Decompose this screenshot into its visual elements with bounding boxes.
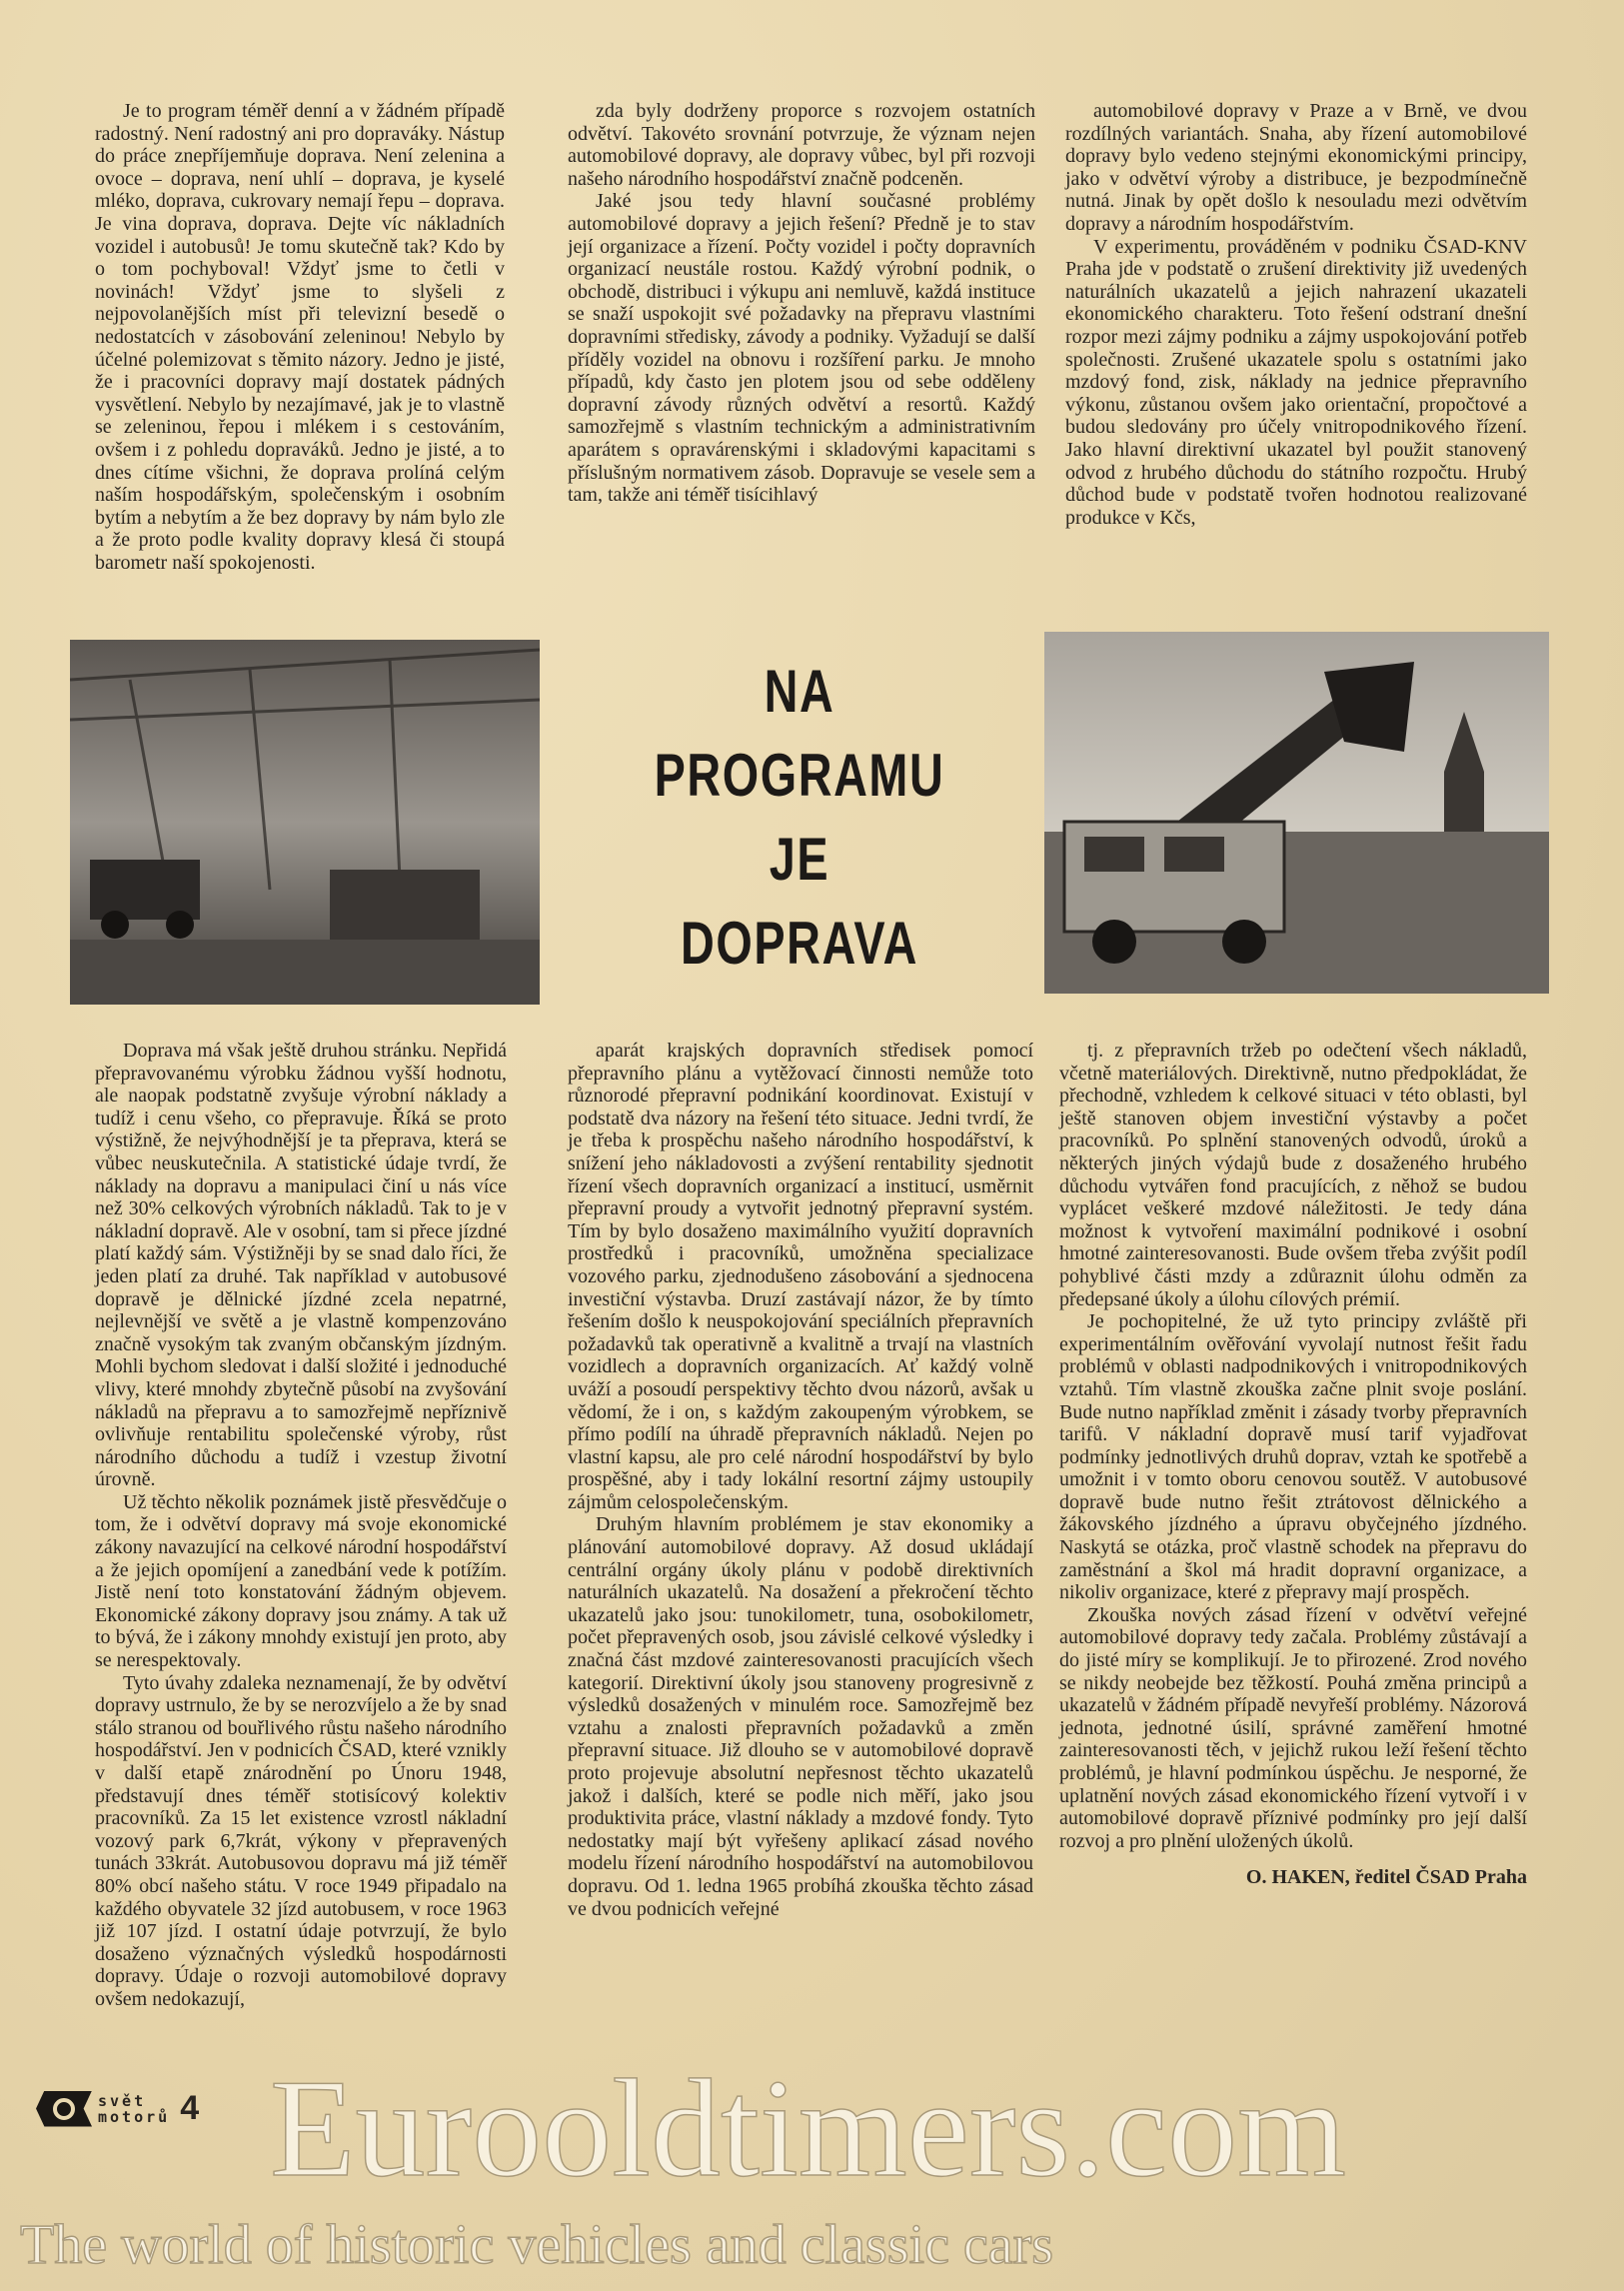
title-line: PROGRAMU bbox=[654, 742, 945, 809]
magazine-name-line2: motorů bbox=[98, 2107, 171, 2126]
bottom-column-2 bbox=[568, 1040, 1033, 1920]
paragraph: tj. z přepravních tržeb po odečtení všech nákladů, včetně materiálových. Direktivně, nutno předpokládat, že přechodně, vzhledem k celkové situaci v této oblasti, byl ještě stanoven objem investiční výstavby a počet pracovníků. Po splnění stanovených odvodů, úroků a některých jiných výdajů bude z dosaženého hrubého důchodu vytvářen fond pracujících, z něhož se budou vyplácet veškeré mzdové náležitosti. Je tedy dána možnost k vytvoření maximální podnikové i osobní hmotné zainteresovanosti. Bude ovšem třeba zvýšit podíl pohyblivé části mzdy a zdůraznit úlohu odměn za předepsané úkoly a úlohu cílových prémií. bbox=[1059, 1040, 1527, 1310]
paragraph: aparát krajských dopravních středisek pomocí přepravního plánu a vytěžovací činnosti nemůže toto různorodé přepravní podnikání koordinovat. Existují v podstatě dva názory na řešení této situace. Jedni tvrdí, že je třeba k prospěchu našeho národního hospodářství, k snížení jeho nákladovosti a zvýšení rentability sjednotit řízení všech dopravních organizací a institucí, usměrnit přepravní proudy a vytvořit jednotný přepravní systém. Tím by bylo dosaženo maximálního využití dopravních prostředků i pracovníků, umožněna specializace vozového parku, zjednodušeno zásobování a sjednocena investiční výstavba. Druzí zastávají názor, že by tímto řešením došlo k neuspokojování speciálních přepravních požadavků tak operativně a kvalitně a trvají na vlastních vozidlech a dopravních organizacích. Ať každý volně uváží a posoudí perspektivy těchto dvou názorů, avšak u vědomí, že i on, s každým zakoupeným výrobkem, se přímo podílí na úhradě přepravních nákladů. Nejen po vlastní kapsu, ale pro celé národní hospodářství by bylo prospěšné, aby i tady lokální resortní zájmy ustoupily zájmům celospolečenským. bbox=[568, 1040, 1033, 1513]
magazine-footer bbox=[36, 2089, 199, 2128]
title-line: NA bbox=[764, 658, 835, 725]
photo-freight-terminal bbox=[70, 640, 540, 1005]
paragraph: Druhým hlavním problémem je stav ekonomiky a plánování automobilové dopravy. Až dosud ukládají centrální orgány úkoly plánu v podobě direktivních naturálních ukazatelů. Na dosažení a překročení těchto ukazatelů jako jsou: tunokilometr, tuna, osobokilometr, počet přepravených osob, jsou závislé celkové výsledky i značná část mzdové zainteresovanosti pracujících všech kategorií. Direktivní úkoly jsou stanoveny progresivně z výsledků dosažených v minulém roce. Samozřejmě bez vztahu a znalosti přepravních požadavků a změn přepravní situace. Již dlouho se v automobilové dopravě proto projevuje absolutní nepřesnost těchto ukazatelů jakož i dalších, které se podle nich měří, jako jsou produktivita práce, vlastní náklady a mzdové fondy. Tyto nedostatky mají být vyřešeny aplikací zásad nového modelu řízení národního hospodářství na automobilovou dopravu. Od 1. ledna 1965 probíhá zkouška těchto zásad ve dvou podnicích veřejné bbox=[568, 1513, 1033, 1920]
paragraph: Už těchto několik poznámek jistě přesvědčuje o tom, že i odvětví dopravy má svoje ekonomické zákony navazující na celkové národní hospodářství a že jejich opomíjení a zanedbání vede k potížím. Jistě není toto konstatování žádným objevem. Ekonomické zákony dopravy jsou známy. A tak už to bývá, že i zákony mnohdy existují jen proto, aby se nerespektovaly. bbox=[95, 1490, 507, 1672]
title-line: DOPRAVA bbox=[681, 910, 918, 977]
paragraph: V experimentu, prováděném v podniku ČSAD-KNV Praha jde v podstatě o zrušení direktivity již uvedených naturálních ukazatelů a jejich nahrazení ukazateli ekonomického charakteru. Toto řešení odstraní dnešní rozpor mezi zájmy podniku a zájmy uspokojování potřeb společnosti. Zrušené ukazatele spolu s ostatními jako mzdový fond, zisk, náklady na jednice přepravního výkonu, zůstanou ovšem jako orientační, propočtové a budou sledovány pro účely vnitropodnikového řízení. Jako hlavní direktivní ukazatel byl použit stanovený odvod z hrubého důchodu do státního rozpočtu. Hrubý důchod bude v podstatě tvořen hodnotou realizované produkce v Kčs, bbox=[1065, 235, 1527, 529]
paragraph: zda byly dodrženy proporce s rozvojem ostatních odvětví. Takovéto srovnání potvrzuje, že význam nejen automobilové dopravy, ale dopravy vůbec, byl při rozvoji našeho národního hospodářství značně podceněn. bbox=[568, 100, 1035, 190]
paragraph: Tyto úvahy zdaleka neznamenají, že by odvětví dopravy ustrnulo, že by se nerozvíjelo a že by snad stálo stranou od bouřlivého růstu našeho národního hospodářství. Jen v podnicích ČSAD, které vznikly v další etapě znárodnění po Únoru 1948, představují dnes téměř stotisícový kolektiv pracovníků. Za 15 let existence vzrostl nákladní vozový park 6,7krát, výkony v přepravených tunách 33krát. Autobusovou dopravu má již téměř 80% obcí našeho státu. V roce 1949 připadalo na každého obyvatele 32 jízd autobusem, v roce 1963 již 107 jízd. I ostatní údaje potvrzují, že bylo dosaženo význačných výsledků hospodárnosti dopravy. Údaje o rozvoji automobilové dopravy ovšem nedokazují, bbox=[95, 1671, 507, 2010]
photo-excavator-loading-truck bbox=[1044, 632, 1549, 994]
watermark-tagline: The world of historic vehicles and classic cars bbox=[20, 2214, 1054, 2276]
paragraph: Je to program téměř denní a v žádném případě radostný. Není radostný ani pro dopraváky. Nástup do práce znepříjemňuje doprava. Není zelenina a ovoce – doprava, není uhlí – doprava, je kyselé mléko, doprava, cukrovary nemají řepu – doprava. Je vina doprava, doprava. Dejte víc nákladních vozidel i autobusů! Je tomu skutečně tak? Kdo by o tom pochyboval! Vždyť jsme to četli v novinách! Vždyť jsme to slyšeli z nejpovolanějších míst při televizní besedě o nedostatcích v zásobování zeleninou! Nebylo by účelné polemizovat s těmito názory. Jedno je jisté, že i pracovníci dopravy mají dostatek pádných vysvětlení. Nebylo by nezajímavé, jak je to vlastně se zeleninou, řepou i mlékem i s cestováním, ovšem i z pohledu dopraváků. Jedno je jisté, a to dnes cítíme všichni, že doprava prolíná celým naším hospodářským, společenským i osobním bytím a nebytím a že bez dopravy by nám bylo zle a že proto podle kvality dopravy klesá či stoupá barometr naší spokojenosti. bbox=[95, 100, 505, 574]
title-line: JE bbox=[769, 826, 830, 893]
top-column-2 bbox=[568, 100, 1035, 507]
paragraph: automobilové dopravy v Praze a v Brně, ve dvou rozdílných variantách. Snaha, aby řízení automobilové dopravy bylo vedeno stejnými ekonomickými principy, jako v odvětví výroby a distribuce, je bezpodmínečně nutná. Jinak by opět došlo k nesouladu mezi odvětvím dopravy a národním hospodářstvím. bbox=[1065, 100, 1527, 235]
top-column-3 bbox=[1065, 100, 1527, 529]
author-signature: O. HAKEN, ředitel ČSAD Praha bbox=[1245, 1866, 1527, 1889]
watermark-brand: Eurooldtimers.com bbox=[270, 2051, 1347, 2206]
svet-motoru-logo-icon bbox=[36, 2091, 92, 2127]
paragraph: Doprava má však ještě druhou stránku. Nepřidá přepravovanému výrobku žádnou vyšší hodnotu, ale naopak podstatně zvyšuje výrobní náklady a tudíž i cenu všeho, co přepravuje. Říká se proto výstižně, že nejvýhodnější je ta přeprava, která se vůbec neuskutečnila. A statistické údaje tvrdí, že náklady na dopravu a manipulaci činí u nás více než 30% celkových výrobních nákladů. Tak to je v nákladní dopravě. Ale v osobní, tam si přece jízdné platí každý sám. Výstižněji by se snad dalo říci, že jeden platí za druhé. Tak například v autobusové dopravě je dělnické jízdné zcela nepatrné, nejlevnější ve světě a je vlastně kompenzováno značně vysokým tak zvaným občanským jízdným. Mohli bychom sledovat i další složité i jednoduché vlivy, které mnohdy zbytečně působí na zvyšování nákladů na přepravu a to samozřejmě nepříznivě ovlivňuje rentabilitu společenské výroby, růst národního důchodu a tudíž i vzestup životní úrovně. bbox=[95, 1040, 507, 1491]
bottom-column-1 bbox=[95, 1040, 507, 2011]
magazine-name bbox=[98, 2093, 170, 2125]
magazine-name-line1: svět bbox=[98, 2091, 147, 2110]
top-column-1 bbox=[95, 100, 505, 574]
paragraph: Zkouška nových zásad řízení v odvětví veřejné automobilové dopravy tedy začala. Problémy zůstávají a do jisté míry se komplikují. Je to přirozené. Zrod nového se nikdy neobejde bez těžkostí. Pouhá změna principů a ukazatelů v žádném případě nevyřeší problémy. Názorová jednota, jednotné úsilí, správné zaměření hmotné zainteresovanosti těch, v jejichž rukou leží řešení těchto problémů, je hlavní podmínkou úspěchu. Je nesporné, že uplatnění nových zásad ekonomického řízení vytvoří i v automobilové dopravě příznivé podmínky pro její další rozvoj a pro plnění uložených úkolů. bbox=[1059, 1603, 1527, 1852]
page-number: 4 bbox=[180, 2089, 200, 2127]
article-title bbox=[613, 650, 986, 986]
paragraph: Jaké jsou tedy hlavní současné problémy automobilové dopravy a jejich řešení? Předně je to stav její organizace a řízení. Počty vozidel i počty dopravních organizací neustále rostou. Každý výrobní podnik, o obchodě, distribuci i výkupu ani nemluvě, každá instituce se snaží uspokojit své požadavky na přepravu vlastními dopravními středisky, závody a podniky. Vyžadují se další příděly vozidel na obnovu i rozšíření parku. Je mnoho případů, kdy často jen plotem jsou od sebe odděleny dopravní závody různých odvětví a resortů. Každý samozřejmě s vlastním technickým a administrativním aparátem s opravárenskými i skladovými kapacitami s příslušným normativem zásob. Dopravuje se vesele sem a tam, takže ani téměř tisícihlavý bbox=[568, 190, 1035, 507]
paragraph: Je pochopitelné, že už tyto principy zvláště při experimentálním ověřování vyvolají nutnost řešit řadu problémů v oblasti nadpodnikových i vnitropodnikových vztahů. Tím vlastně zkouška začne plnit svoje poslání. Bude nutno například změnit i zásady tvorby přepravních tarifů. V nákladní dopravě musí tarif vyjadřovat podmínky jednotlivých druhů doprav, vztah ke spotřebě a umožnit i v tomto oboru cenovou soutěž. V autobusové dopravě bude nutno řešit ztrátovost dělnického a žákovského jízdného a úpravu obyčejného jízdného. Naskytá se otázka, proč vlastně schodek na přepravu do zaměstnání a škol má hradit dopravní organizace, a nikoliv organizace, které z přepravy mají prospěch. bbox=[1059, 1310, 1527, 1604]
bottom-column-3 bbox=[1059, 1040, 1527, 1889]
